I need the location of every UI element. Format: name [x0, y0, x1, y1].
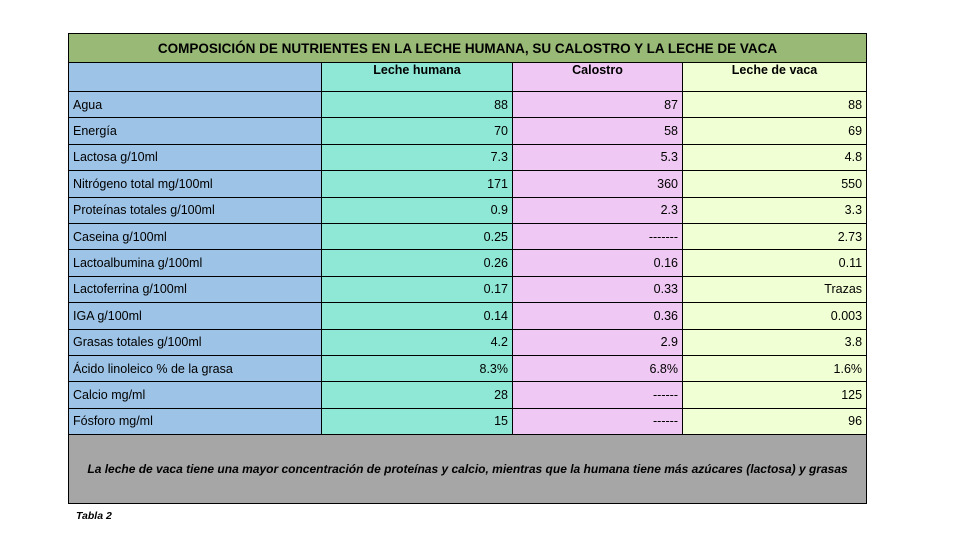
human-milk-value: 4.2 — [322, 329, 513, 355]
row-label: Lactoalbumina g/100ml — [69, 250, 322, 276]
colostrum-value: ------- — [513, 223, 683, 249]
table-row — [69, 171, 867, 197]
row-label: Fósforo mg/ml — [69, 408, 322, 434]
table-row — [69, 92, 867, 118]
table-row — [69, 144, 867, 170]
header-cell-colostrum: Calostro — [513, 63, 683, 92]
row-label: Proteínas totales g/100ml — [69, 197, 322, 223]
table-row — [69, 408, 867, 434]
human-milk-value: 7.3 — [322, 144, 513, 170]
colostrum-value: 360 — [513, 171, 683, 197]
cow-milk-value: 0.11 — [683, 250, 867, 276]
cow-milk-value: 4.8 — [683, 144, 867, 170]
header-cell-label — [69, 63, 322, 92]
human-milk-value: 0.17 — [322, 276, 513, 302]
human-milk-value: 28 — [322, 382, 513, 408]
row-label: Ácido linoleico % de la grasa — [69, 355, 322, 381]
colostrum-value: 2.3 — [513, 197, 683, 223]
colostrum-value: 87 — [513, 92, 683, 118]
colostrum-value: 6.8% — [513, 355, 683, 381]
table-caption: Tabla 2 — [76, 510, 112, 522]
table-row — [69, 303, 867, 329]
header-row — [69, 63, 867, 92]
row-label: Energía — [69, 118, 322, 144]
table-row — [69, 355, 867, 381]
header-cell-human-milk: Leche humana — [322, 63, 513, 92]
colostrum-value: 0.36 — [513, 303, 683, 329]
table-row — [69, 197, 867, 223]
footnote-row — [69, 435, 867, 504]
row-label: Caseina g/100ml — [69, 223, 322, 249]
table-row — [69, 223, 867, 249]
cow-milk-value: 3.8 — [683, 329, 867, 355]
cow-milk-value: Trazas — [683, 276, 867, 302]
table-row — [69, 250, 867, 276]
table-row — [69, 118, 867, 144]
human-milk-value: 0.9 — [322, 197, 513, 223]
colostrum-value: 58 — [513, 118, 683, 144]
row-label: IGA g/100ml — [69, 303, 322, 329]
cow-milk-value: 0.003 — [683, 303, 867, 329]
table-row — [69, 329, 867, 355]
cow-milk-value: 2.73 — [683, 223, 867, 249]
colostrum-value: 2.9 — [513, 329, 683, 355]
human-milk-value: 8.3% — [322, 355, 513, 381]
cow-milk-value: 1.6% — [683, 355, 867, 381]
human-milk-value: 0.25 — [322, 223, 513, 249]
nutrient-table — [68, 33, 867, 504]
row-label: Lactosa g/10ml — [69, 144, 322, 170]
table-row — [69, 276, 867, 302]
header-cell-cow-milk: Leche de vaca — [683, 63, 867, 92]
cow-milk-value: 88 — [683, 92, 867, 118]
human-milk-value: 171 — [322, 171, 513, 197]
row-label: Nitrógeno total mg/100ml — [69, 171, 322, 197]
title-row — [69, 34, 867, 63]
row-label: Lactoferrina g/100ml — [69, 276, 322, 302]
colostrum-value: ------ — [513, 382, 683, 408]
cow-milk-value: 550 — [683, 171, 867, 197]
human-milk-value: 0.14 — [322, 303, 513, 329]
table-row — [69, 382, 867, 408]
human-milk-value: 70 — [322, 118, 513, 144]
cow-milk-value: 3.3 — [683, 197, 867, 223]
footnote: La leche de vaca tiene una mayor concentración de proteínas y calcio, mientras que la humana tiene más azúcares (lactosa) y grasas — [69, 435, 867, 504]
colostrum-value: 0.16 — [513, 250, 683, 276]
colostrum-value: 5.3 — [513, 144, 683, 170]
row-label: Grasas totales g/100ml — [69, 329, 322, 355]
human-milk-value: 0.26 — [322, 250, 513, 276]
human-milk-value: 15 — [322, 408, 513, 434]
row-label: Agua — [69, 92, 322, 118]
colostrum-value: ------ — [513, 408, 683, 434]
cow-milk-value: 96 — [683, 408, 867, 434]
cow-milk-value: 69 — [683, 118, 867, 144]
cow-milk-value: 125 — [683, 382, 867, 408]
table-body — [69, 92, 867, 435]
colostrum-value: 0.33 — [513, 276, 683, 302]
row-label: Calcio mg/ml — [69, 382, 322, 408]
human-milk-value: 88 — [322, 92, 513, 118]
table-title: COMPOSICIÓN DE NUTRIENTES EN LA LECHE HUMANA, SU CALOSTRO Y LA LECHE DE VACA — [69, 34, 867, 63]
